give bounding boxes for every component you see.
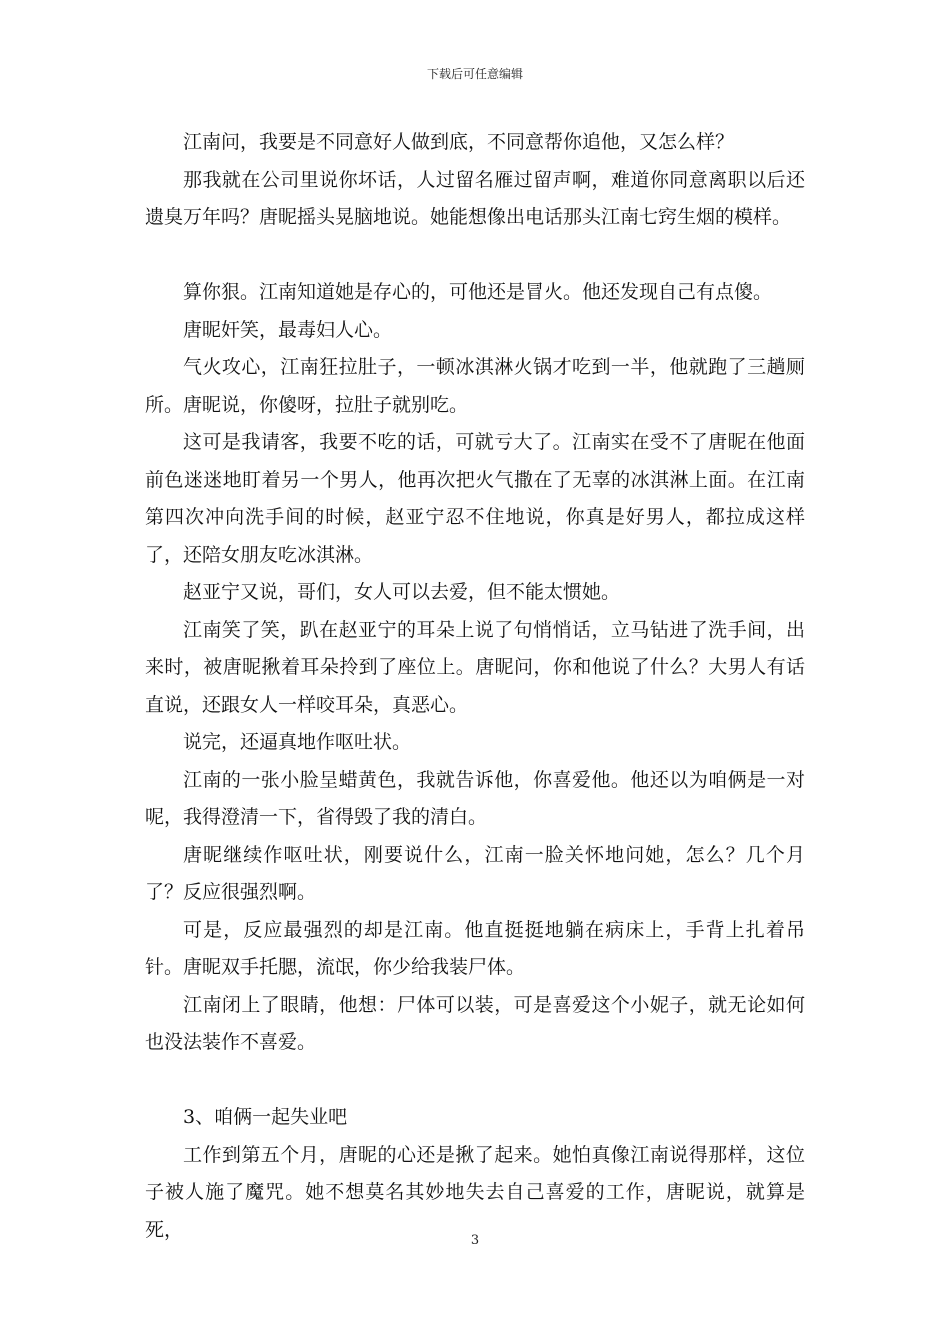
paragraph: 可是，反应最强烈的却是江南。他直挺挺地躺在病床上，手背上扎着吊针。唐昵双手托腮，流氓，你少给我装尸体。 [145,918,805,978]
page-header: 下载后可任意编辑 [426,67,523,81]
paragraph-gap [145,237,805,275]
section-heading: 3、咱俩一起失业吧 [183,1106,348,1128]
paragraph: 江南的一张小脸呈蜡黄色，我就告诉他，你喜爱他。他还以为咱俩是一对呢，我得澄清一下，省得毁了我的清白。 [145,768,805,828]
paragraph: 这可是我请客，我要不吃的话，可就亏大了。江南实在受不了唐昵在他面前色迷迷地盯着另一个男人，他再次把火气撒在了无辜的冰淇淋上面。在江南第四次冲向洗手间的时候，赵亚宁忍不住地说，你真是好男人，都拉成这样了，还陪女朋友吃冰淇淋。 [145,431,805,566]
paragraph: 气火攻心，江南狂拉肚子，一顿冰淇淋火锅才吃到一半，他就跑了三趟厕所。唐昵说，你傻呀，拉肚子就别吃。 [145,356,805,416]
paragraph: 那我就在公司里说你坏话，人过留名雁过留声啊，难道你同意离职以后还遗臭万年吗？唐昵摇头晃脑地说。她能想像出电话那头江南七窍生烟的模样。 [145,168,805,228]
paragraph: 江南问，我要是不同意好人做到底，不同意帮你追他，又怎么样？ [183,131,735,153]
paragraph: 工作到第五个月，唐昵的心还是揪了起来。她怕真像江南说得那样，这位子被人施了魔咒。她不想莫名其妙地失去自己喜爱的工作，唐昵说，就算是死， [145,1143,805,1241]
paragraph: 江南闭上了眼睛，他想：尸体可以装，可是喜爱这个小妮子，就无论如何也没法装作不喜爱。 [145,993,805,1053]
page-number: 3 [470,1233,480,1248]
paragraph: 江南笑了笑，趴在赵亚宁的耳朵上说了句悄悄话，立马钻进了洗手间，出来时，被唐昵揪着耳朵拎到了座位上。唐昵问，你和他说了什么？大男人有话直说，还跟女人一样咬耳朵，真恶心。 [145,618,805,716]
paragraph: 算你狠。江南知道她是存心的，可他还是冒火。他还发现自己有点傻。 [183,281,773,303]
paragraph-gap [145,1062,805,1100]
paragraph: 唐昵继续作呕吐状，刚要说什么，江南一脸关怀地问她，怎么？几个月了？反应很强烈啊。 [145,843,805,903]
paragraph: 唐昵奸笑，最毒妇人心。 [183,318,393,341]
paragraph: 赵亚宁又说，哥们，女人可以去爱，但不能太惯她。 [183,581,621,603]
paragraph: 说完，还逼真地作呕吐状。 [183,731,412,753]
body-text [145,124,805,1249]
